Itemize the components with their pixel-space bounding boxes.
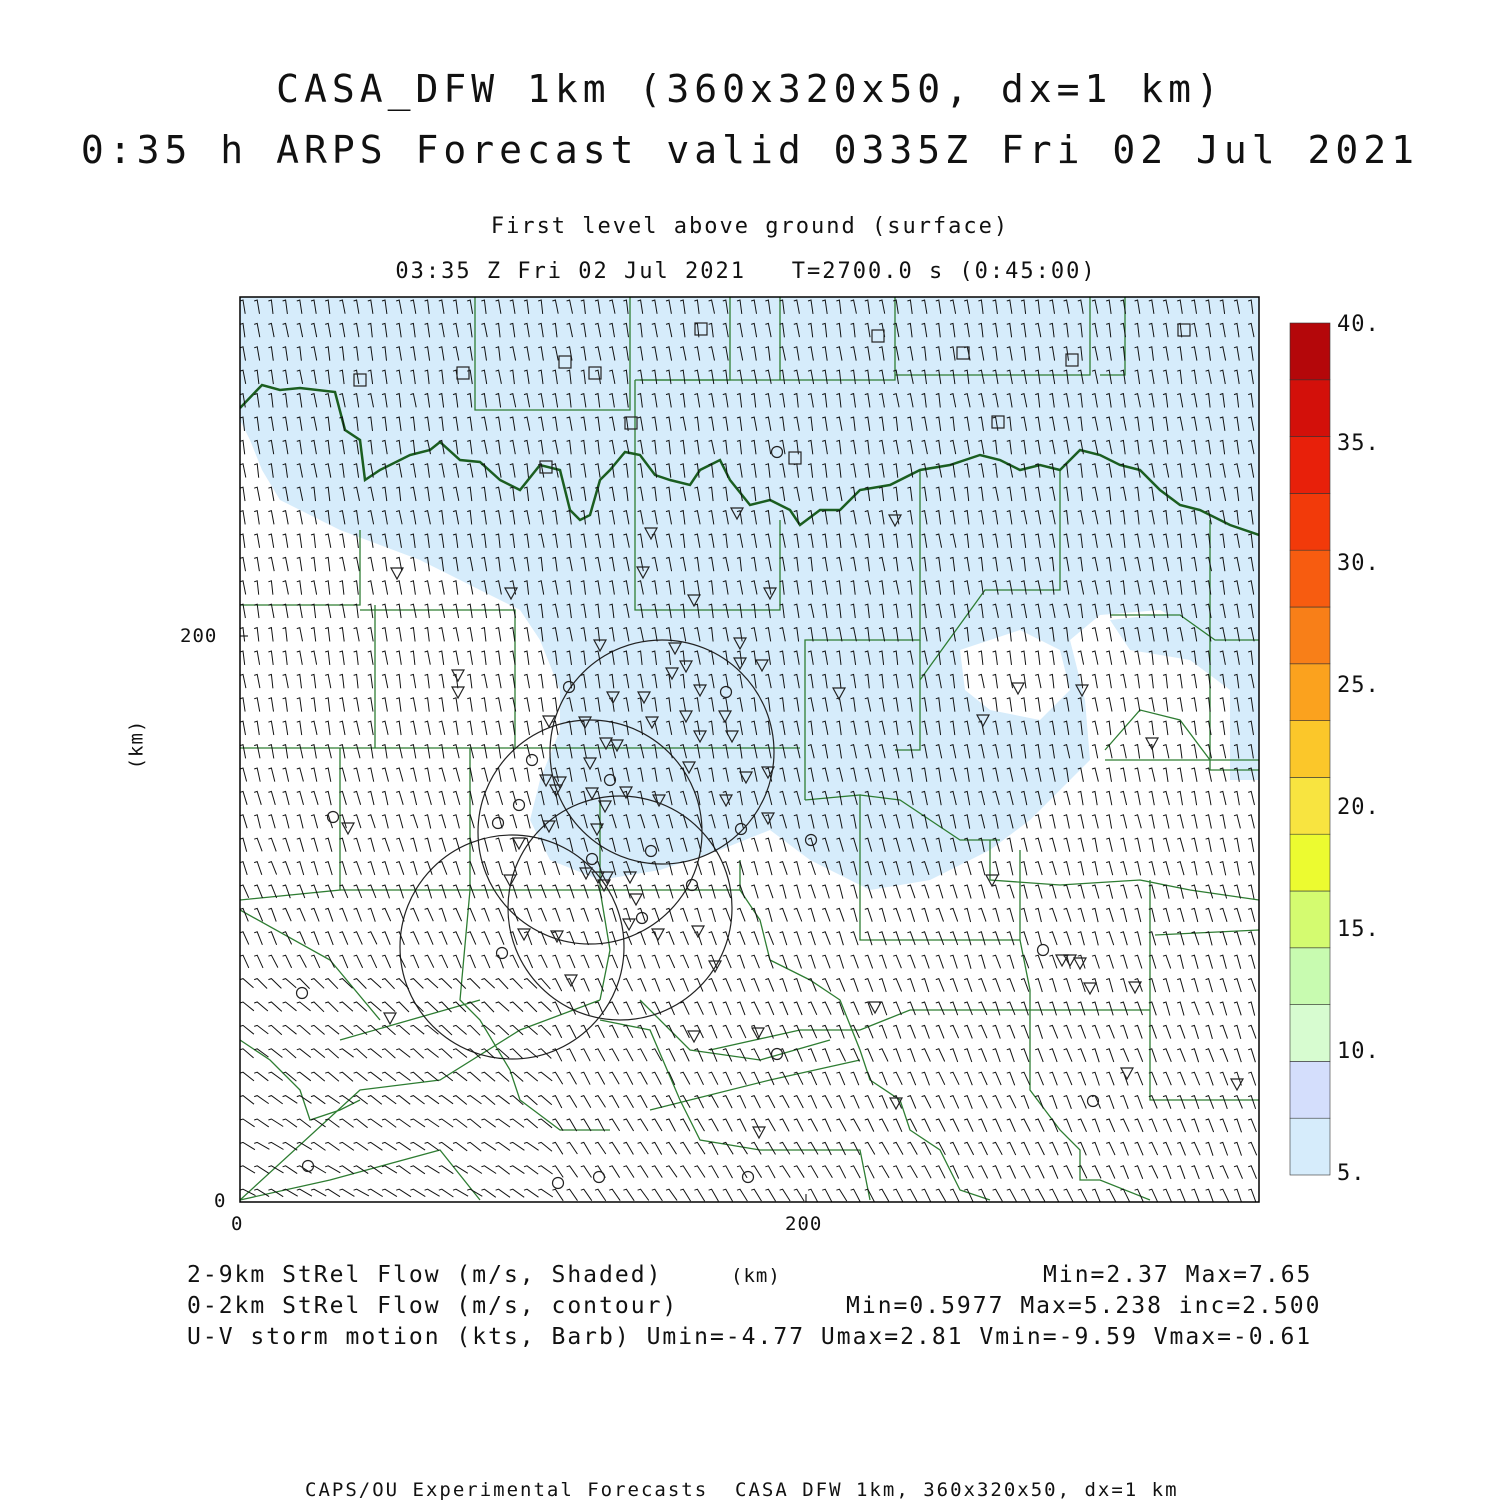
colorbar-swatch	[1290, 891, 1330, 948]
footer-shaded-desc: 2-9km StRel Flow (m/s, Shaded)	[187, 1262, 663, 1288]
footer-credit: CAPS/OU Experimental Forecasts CASA DFW 1km, 360x320x50, dx=1 km	[305, 1479, 1179, 1501]
colorbar	[1290, 323, 1330, 1175]
colorbar-label-15: 15.	[1337, 917, 1380, 942]
x-tick-label-200: 200	[785, 1213, 823, 1235]
colorbar-swatch	[1290, 550, 1330, 607]
colorbar-label-25: 25.	[1337, 673, 1380, 698]
footer-barb-desc: U-V storm motion (kts, Barb) Umin=-4.77 Umax=2.81 Vmin=-9.59 Vmax=-0.61	[187, 1324, 1313, 1350]
colorbar-swatch	[1290, 721, 1330, 778]
y-tick-label-0: 0	[214, 1190, 227, 1212]
y-tick-label-200: 200	[180, 625, 218, 647]
colorbar-swatch	[1290, 1061, 1330, 1118]
colorbar-swatch	[1290, 607, 1330, 664]
colorbar-label-5: 5.	[1337, 1161, 1366, 1186]
colorbar-label-10: 10.	[1337, 1039, 1380, 1064]
title-line-1: CASA_DFW 1km (360x320x50, dx=1 km)	[276, 67, 1224, 111]
footer-km-label: (km)	[731, 1265, 781, 1287]
level-label: First level above ground (surface)	[490, 214, 1010, 239]
colorbar-swatch	[1290, 777, 1330, 834]
colorbar-label-20: 20.	[1337, 795, 1380, 820]
colorbar-swatch	[1290, 323, 1330, 380]
footer-contour-desc: 0-2km StRel Flow (m/s, contour)	[187, 1293, 679, 1319]
colorbar-swatch	[1290, 834, 1330, 891]
colorbar-swatch	[1290, 948, 1330, 1005]
colorbar-label-35: 35.	[1337, 431, 1380, 456]
time-label: 03:35 Z Fri 02 Jul 2021 T=2700.0 s (0:45:00)	[395, 259, 1097, 284]
colorbar-swatch	[1290, 493, 1330, 550]
colorbar-swatch	[1290, 664, 1330, 721]
colorbar-swatch	[1290, 380, 1330, 437]
title-line-2: 0:35 h ARPS Forecast valid 0335Z Fri 02 Jul 2021	[80, 128, 1420, 172]
x-tick-label-0: 0	[231, 1213, 244, 1235]
colorbar-label-40: 40.	[1337, 312, 1380, 337]
footer-shaded-minmax: Min=2.37 Max=7.65	[1043, 1262, 1313, 1288]
colorbar-swatch	[1290, 437, 1330, 494]
colorbar-label-30: 30.	[1337, 551, 1380, 576]
colorbar-swatch	[1290, 1005, 1330, 1062]
footer-contour-minmax: Min=0.5977 Max=5.238 inc=2.500	[846, 1293, 1322, 1319]
y-axis-label: (km)	[125, 719, 148, 770]
colorbar-swatch	[1290, 1118, 1330, 1175]
